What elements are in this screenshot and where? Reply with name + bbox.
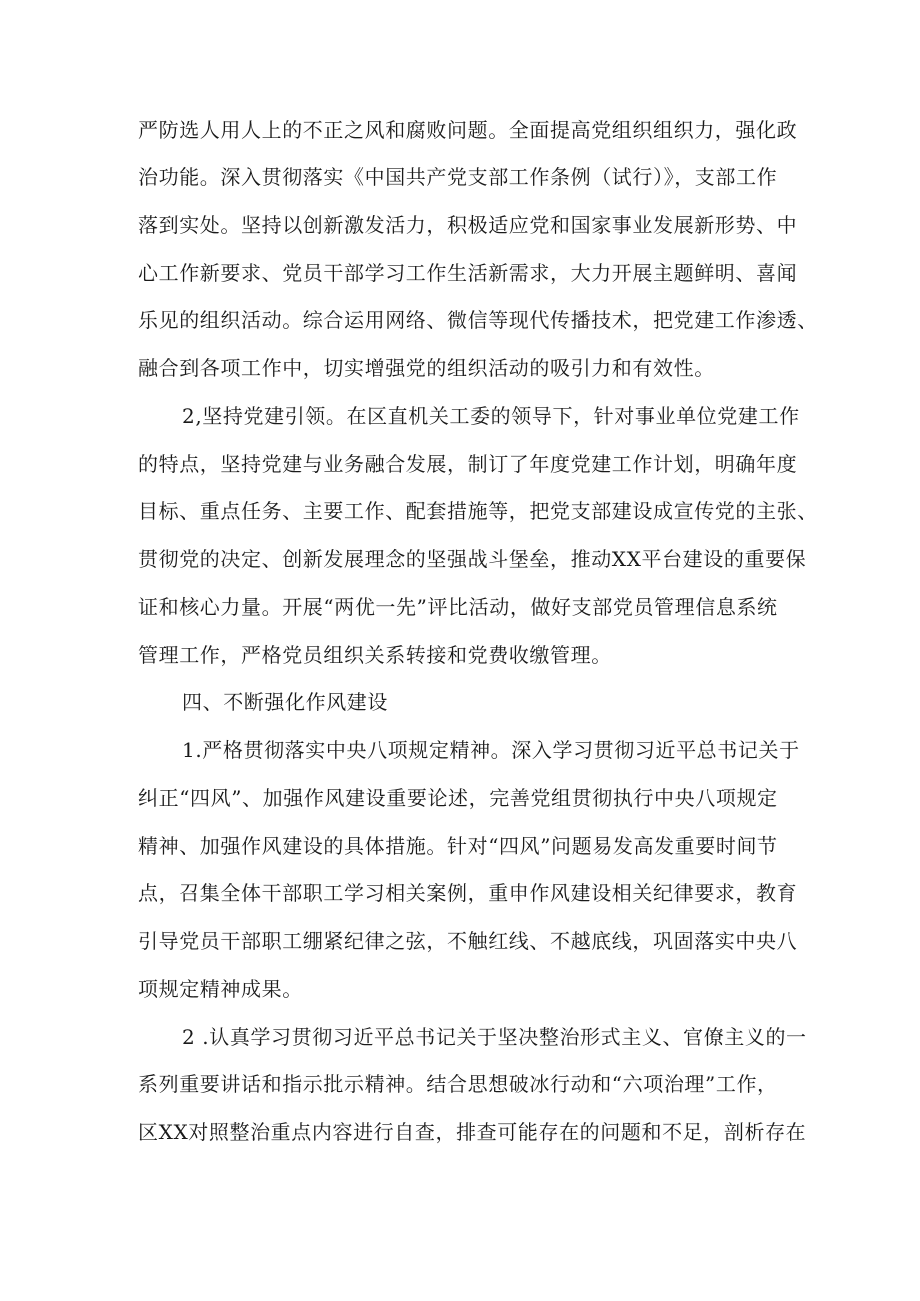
- text-line: 目标、重点任务、主要工作、配套措施等，把党支部建设成宣传党的主张、: [138, 499, 818, 523]
- text-line: 贯彻党的决定、创新发展理念的坚强战斗堡垒，推动XX平台建设的重要保: [138, 547, 807, 571]
- text-line: 心工作新要求、党员干部学习工作生活新需求，大力开展主题鲜明、喜闻: [138, 261, 798, 285]
- text-line: 乐见的组织活动。综合运用网络、微信等现代传播技术，把党建工作渗透、: [138, 308, 818, 332]
- text-line: 严防选人用人上的不正之风和腐败问题。全面提高党组织组织力，强化政: [138, 118, 798, 142]
- text-line: 的特点，坚持党建与业务融合发展，制订了年度党建工作计划，明确年度: [138, 452, 798, 476]
- text-line: 融合到各项工作中，切实增强党的组织活动的吸引力和有效性。: [138, 356, 715, 380]
- text-line: 点，召集全体干部职工学习相关案例，重申作风建设相关纪律要求，教育: [138, 881, 798, 905]
- text-line: 治功能。深入贯彻落实《中国共产党支部工作条例（试行）》，支部工作: [138, 165, 778, 189]
- text-line: 证和核心力量。开展“两优一先”评比活动，做好支部党员管理信息系统: [138, 595, 778, 619]
- paragraph-first-line: 1.严格贯彻落实中央八项规定精神。深入学习贯彻习近平总书记关于: [182, 738, 800, 762]
- text-line: 区XX对照整治重点内容进行自查，排查可能存在的问题和不足，剖析存在: [138, 1120, 807, 1144]
- text-line: 项规定精神成果。: [138, 977, 303, 1001]
- text-line: 系列重要讲话和指示批示精神。结合思想破冰行动和“六项治理”工作，: [138, 1072, 778, 1096]
- paragraph-first-line: 2 .认真学习贯彻习近平总书记关于坚决整治形式主义、官僚主义的一: [182, 1025, 807, 1049]
- text-line: 引导党员干部职工绷紧纪律之弦，不触红线、不越底线，巩固落实中央八: [138, 929, 798, 953]
- text-line: 管理工作，严格党员组织关系转接和党费收缴管理。: [138, 643, 612, 667]
- text-line: 纠正“四风”、加强作风建设重要论述，完善党组贯彻执行中央八项规定: [138, 786, 778, 810]
- text-line: 落到实处。坚持以创新激发活力，积极适应党和国家事业发展新形势、中: [138, 213, 798, 237]
- text-line: 精神、加强作风建设的具体措施。针对“四风”问题易发高发重要时间节: [138, 834, 778, 858]
- section-heading: 四、不断强化作风建设: [182, 690, 388, 714]
- paragraph-first-line: 2,坚持党建引领。在区直机关工委的领导下，针对事业单位党建工作: [182, 404, 800, 428]
